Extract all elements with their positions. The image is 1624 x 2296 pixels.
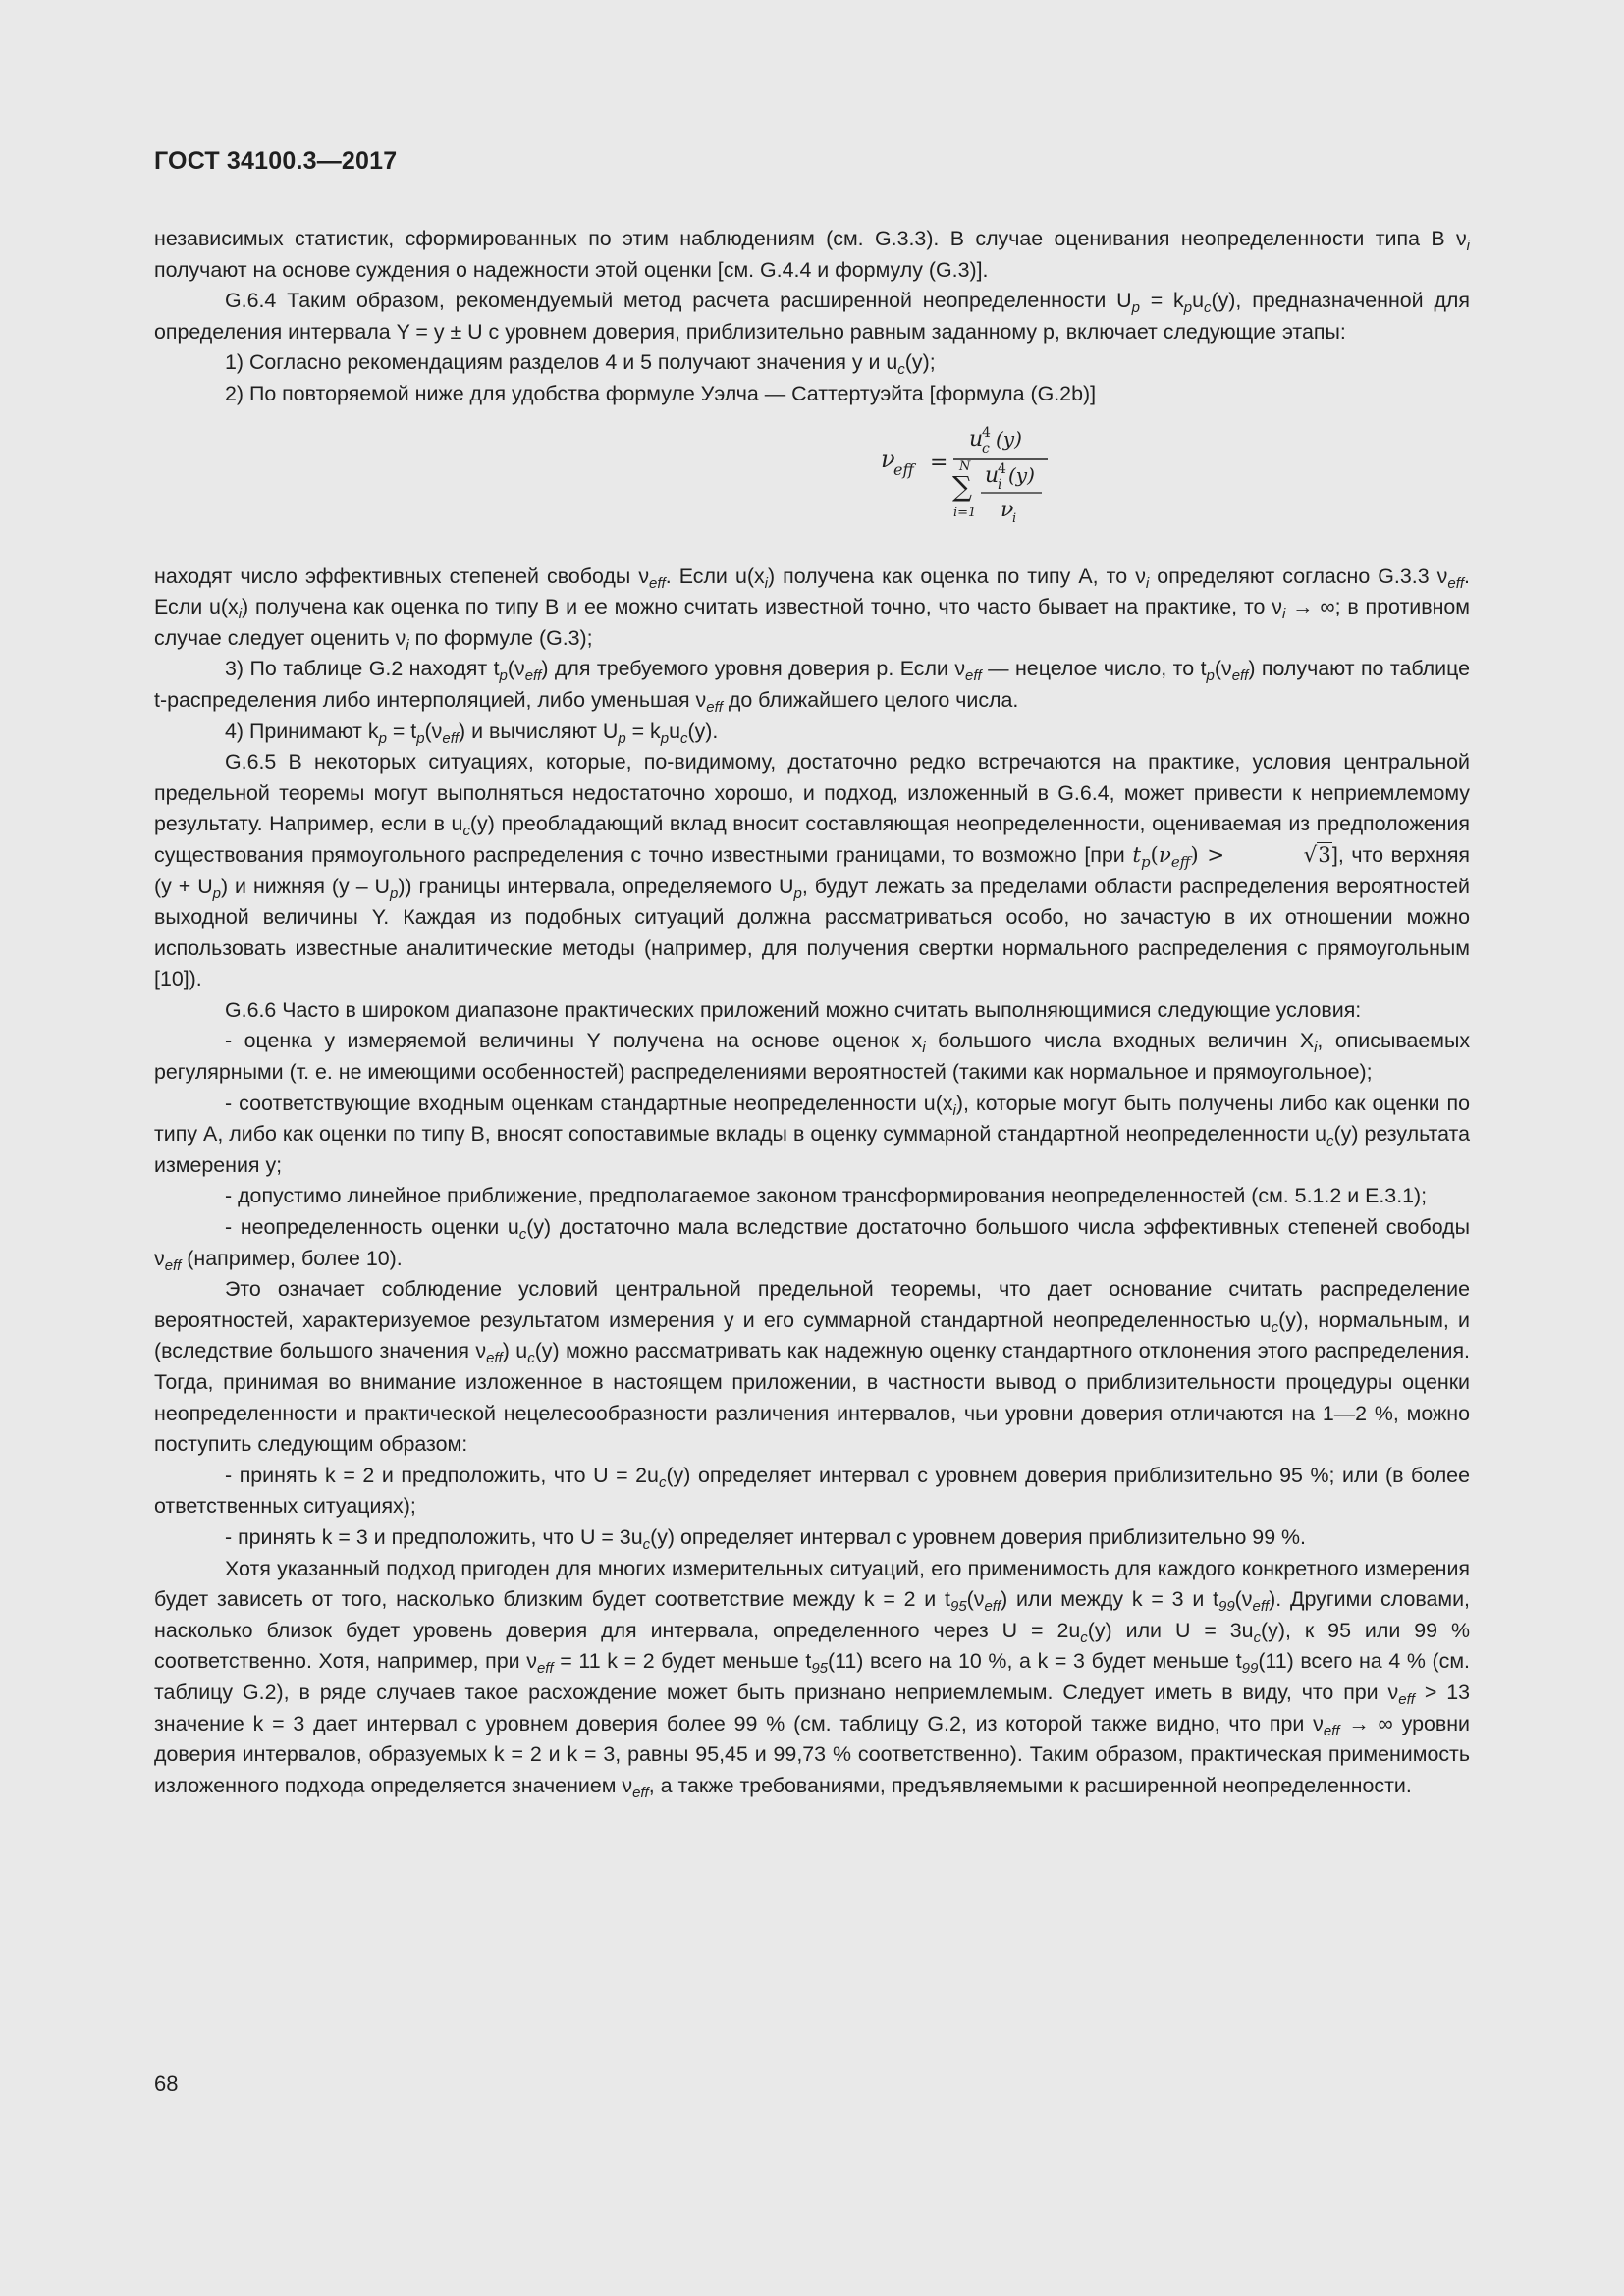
- paragraph-applicability: Хотя указанный подход пригоден для многих измерительных ситуаций, его применимость для каждого конкретного измерения будет зависеть от того, насколько близким будет соответствие между k = 2 и $t_{95}(\nu_{eff})$ или между k = 3 и $t_{99}(\nu_{eff})$. Другими словами, насколько близок будет уровень доверия для интервала, определенного через $U = 2u_c(y)$ или $U = 3u_c(y)$, к 95 или 99 % соответственно. Хотя, например, при $\nu_{eff} = 11$ k = 2 будет меньше $t_{95}(11)$ всего на 10 %, а k = 3 будет меньше $t_{99}(11)$ всего на 4 % (см. таблицу G.2), в ряде случаев такое расхождение может быть признано неприемлемым. Следует иметь в виду, что при $\nu_{eff} > 13$ значение k = 3 дает интервал с уровнем доверия более 99 % (см. таблицу G.2, из которой также видно, что при $\nu_{eff}$ → ∞ уровни доверия интервалов, образуемых k = 2 и k = 3, равны 95,45 и 99,73 % соответственно). Таким образом, практическая применимость изложенного подхода определяется значением $\nu_{eff}$, а также требованиями, предъявляемыми к расширенной неопределенности.: [154, 1556, 1471, 1801]
- paragraph-eff-dof: находят число эффективных степеней свободы $\nu_{eff}$. Если $u(x_i)$ получена как оценка по типу А, то $\nu_i$ определяют согласно G.3.3 $\nu_{eff}$. Если $u(x_i)$ получена как оценка по типу В и ее можно считать известной точно, что часто бывает на практике, то $\nu_i$ → ∞; в противном случае следует оценить $\nu_i$ по формуле (G.3);: [154, 563, 1470, 654]
- paragraph-g-6-4: G.6.4 Таким образом, рекомендуемый метод расчета расширенной неопределенности $U_p = k_pu_c(y)$, предназначенной для определения интервала Y = y ± U с уровнем доверия, приблизительно равным заданному p, включает следующие этапы:: [154, 289, 1470, 344]
- condition-3: - допустимо линейное приближение, предполагаемое законом трансформирования неопределенностей (см. 5.1.2 и Е.3.1);: [225, 1184, 1428, 1208]
- paragraph-continuation: независимых статистик, сформированных по этим наблюдениям (см. G.3.3). В случае оценивания неопределенности типа В $\nu_i$ получают на основе суждения о надежности этой оценки [см. G.4.4 и формулу (G.3)].: [154, 227, 1470, 282]
- formula-lhs-sub: eff: [893, 459, 914, 479]
- formula-num-sup: 4: [982, 424, 991, 441]
- step-4: 4) Принимают $k_p = t_p(\nu_{eff})$ и вычисляют $U_p = k_pu_c(y)$.: [225, 719, 719, 747]
- welch-satterthwaite-formula: [154, 418, 1470, 556]
- paragraph-g-6-5: G.6.5 В некоторых ситуациях, которые, по-видимому, достаточно редко встречаются на практике, условия центральной предельной теоремы могут выполняться недостаточно хорошо, и подход, изложенный в G.6.4, может привести к неприемлемому результату. Например, если в $u_c(y)$ преобладающий вклад вносит составляющая неопределенности, оцениваемая из предположения существования прямоугольного распределения с точно известными границами, то возможно [при $t_p(\nu_{eff}) > √3$], что верхняя $(y + U_p)$ и нижняя $(y - U_p)$) границы интервала, определяемого $U_p$, будут лежать за пределами области распределения вероятностей выходной величины Y. Каждая из подобных ситуаций должна рассматриваться особо, но зачастую в их отношении можно использовать известные аналитические методы (например, для получения свертки нормального распределения с прямоугольным [10]).: [154, 750, 1471, 991]
- step-1: 1) Согласно рекомендациям разделов 4 и 5 получают значения y и $u_c(y)$;: [225, 350, 936, 379]
- step-2: 2) По повторяемой ниже для удобства формуле Уэлча — Саттертуэйта [формула (G.2b)]: [225, 381, 1097, 405]
- formula-den-sup: 4: [998, 460, 1006, 477]
- condition-1: - оценка y измеряемой величины Y получена на основе оценок $x_i$ большого числа входных величин $X_i$, описываемых регулярными (т. е. не имеющими особенностей) распределениями вероятностей (такими как нормальное и прямоугольное);: [154, 1029, 1471, 1085]
- formula-sum-top: N: [959, 458, 971, 474]
- formula-sum-bottom: i=1: [953, 505, 977, 520]
- sqrt-three: √3: [1303, 842, 1331, 868]
- option-k2: - принять k = 2 и предположить, что $U = 2u_c(y)$ определяет интервал с уровнем доверия приблизительно 95 %; или (в более ответственных ситуациях);: [154, 1463, 1470, 1519]
- formula-den-arg: (y): [1008, 462, 1035, 487]
- formula-den-sub: i: [998, 476, 1002, 493]
- formula-den-u: u: [985, 462, 1000, 488]
- formula-num-arg: (y): [996, 426, 1022, 451]
- condition-4: - неопределенность оценки $u_c(y)$ достаточно мала вследствие достаточно большого числа эффективных степеней свободы $\nu_{eff}$ (например, более 10).: [154, 1215, 1470, 1274]
- inline-formula: $t_p(\nu_{eff}) > √3$: [1132, 843, 1332, 868]
- formula-num-sub: c: [982, 440, 990, 456]
- document-body: [154, 224, 1470, 1801]
- formula-num-u: u: [969, 426, 984, 452]
- document-header: ГОСТ 34100.3—2017: [154, 147, 398, 175]
- formula-lhs: ν: [881, 445, 895, 473]
- option-k3: - принять k = 3 и предположить, что $U = 3u_c(y)$ определяет интервал с уровнем доверия приблизительно 99 %.: [225, 1524, 1306, 1554]
- page-number: 68: [154, 2071, 179, 2096]
- step-3: 3) По таблице G.2 находят $t_p(\nu_{eff})$ для требуемого уровня доверия p. Если $\nu_{eff}$ — нецелое число, то $t_p(\nu_{eff})$ получают по таблице t-распределения либо интерполяцией, либо уменьшая $\nu_{eff}$ до ближайшего целого числа.: [154, 657, 1470, 717]
- formula-den-nu-sub: i: [1012, 510, 1017, 526]
- formula-equals: =: [930, 450, 948, 475]
- formula-graphic: [724, 418, 1077, 556]
- paragraph-clt: Это означает соблюдение условий центральной предельной теоремы, что дает основание считать распределение вероятностей, характеризуемое результатом измерения y и его суммарной стандартной неопределенностью $u_c(y)$, нормальным, и (вследствие большого значения $\nu_{eff}$) $u_c(y)$ можно рассматривать как надежную оценку стандартного отклонения этого распределения. Тогда, принимая во внимание изложенное в настоящем приложении, в частности вывод о приблизительности процедуры оценки неопределенности и практической нецелесообразности различения интервалов, чьи уровни доверия отличаются на 1—2 %, можно поступить следующим образом:: [154, 1277, 1471, 1457]
- formula-den-nu: ν: [1001, 497, 1014, 522]
- condition-2: - соответствующие входным оценкам стандартные неопределенности $u(x_i)$, которые могут быть получены либо как оценки по типу А, либо как оценки по типу В, вносят сопоставимые вклады в оценку суммарной стандартной неопределенности $u_c(y)$ результата измерения y;: [154, 1091, 1470, 1177]
- paragraph-g-6-6: G.6.6 Часто в широком диапазоне практических приложений можно считать выполняющимися следующие условия:: [225, 997, 1362, 1022]
- formula-sum-sign: ∑: [952, 469, 972, 503]
